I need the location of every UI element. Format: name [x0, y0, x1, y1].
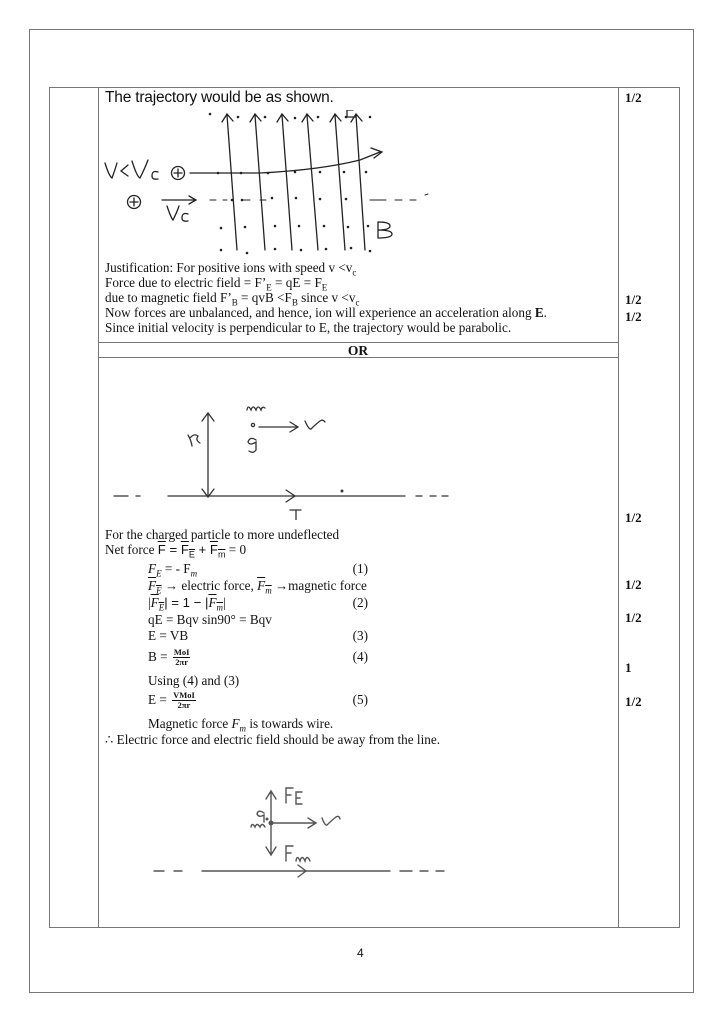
magnetic-force-line: due to magnetic field $F’_B$ = qvB $<F_B$ since $v <v_c$	[105, 290, 360, 308]
column-divider-marks	[618, 88, 619, 927]
conclusion-text: ∴ Electric force and electric field should be away from the line.	[105, 732, 440, 747]
mark-diagram: 1/2	[625, 510, 642, 525]
net-force-equation: Net force $\overline{F} = F_E + F_m = 0$	[105, 542, 247, 560]
mark-magnetic-force: 1/2	[625, 292, 642, 307]
mark-acceleration: 1/2	[625, 309, 642, 324]
force-diagram	[150, 775, 460, 885]
trajectory-diagram	[100, 110, 450, 260]
mark-equation-4: 1	[625, 660, 632, 675]
mark-equation-5: 1/2	[625, 694, 642, 709]
intro-text: The trajectory would be as shown.	[105, 89, 334, 106]
equation-4: B = $\frac{\text{MoI}}{2\pi r}$ (4)	[148, 647, 368, 668]
using-equations-text: Using (4) and (3)	[148, 673, 240, 688]
qE-equation: qE = Bqv sin90° = Bqv	[148, 612, 272, 627]
mark-equation-2: 1/2	[625, 610, 642, 625]
magnetic-force-direction: Magnetic force $F_m$ is towards wire.	[148, 716, 334, 734]
or-separator: OR	[347, 343, 369, 358]
undeflected-condition: For the charged particle to more undeflected	[105, 527, 340, 542]
equation-3: E = VB (3)	[148, 628, 368, 643]
column-divider-qno	[98, 88, 99, 927]
page-number: 4	[357, 946, 364, 960]
equation-1: $F_E$ = - $F_m$ (1)	[148, 561, 368, 579]
unbalanced-forces-line: Now forces are unbalanced, and hence, ion will experience an acceleration along E.	[105, 305, 547, 320]
mark-trajectory: 1/2	[625, 90, 642, 105]
equation-5: E = $\frac{\text{VMoI}}{2\pi r}$ (5)	[148, 690, 368, 711]
mark-equation-1: 1/2	[625, 577, 642, 592]
wire-particle-diagram	[100, 370, 470, 520]
force-definitions: $F_E$ → electric force, $F_m$ →magnetic force	[148, 578, 367, 596]
electric-force-line: Force due to electric field = $F’_E$ = qE = $F_E$	[105, 275, 328, 293]
equation-2: $|F_E| = 1 - |F_m|$ (2)	[148, 595, 368, 613]
parabolic-line: Since initial velocity is perpendicular to E, the trajectory would be parabolic.	[105, 320, 512, 335]
justification-line: Justification: For positive ions with speed $v <v_c$	[105, 260, 357, 278]
